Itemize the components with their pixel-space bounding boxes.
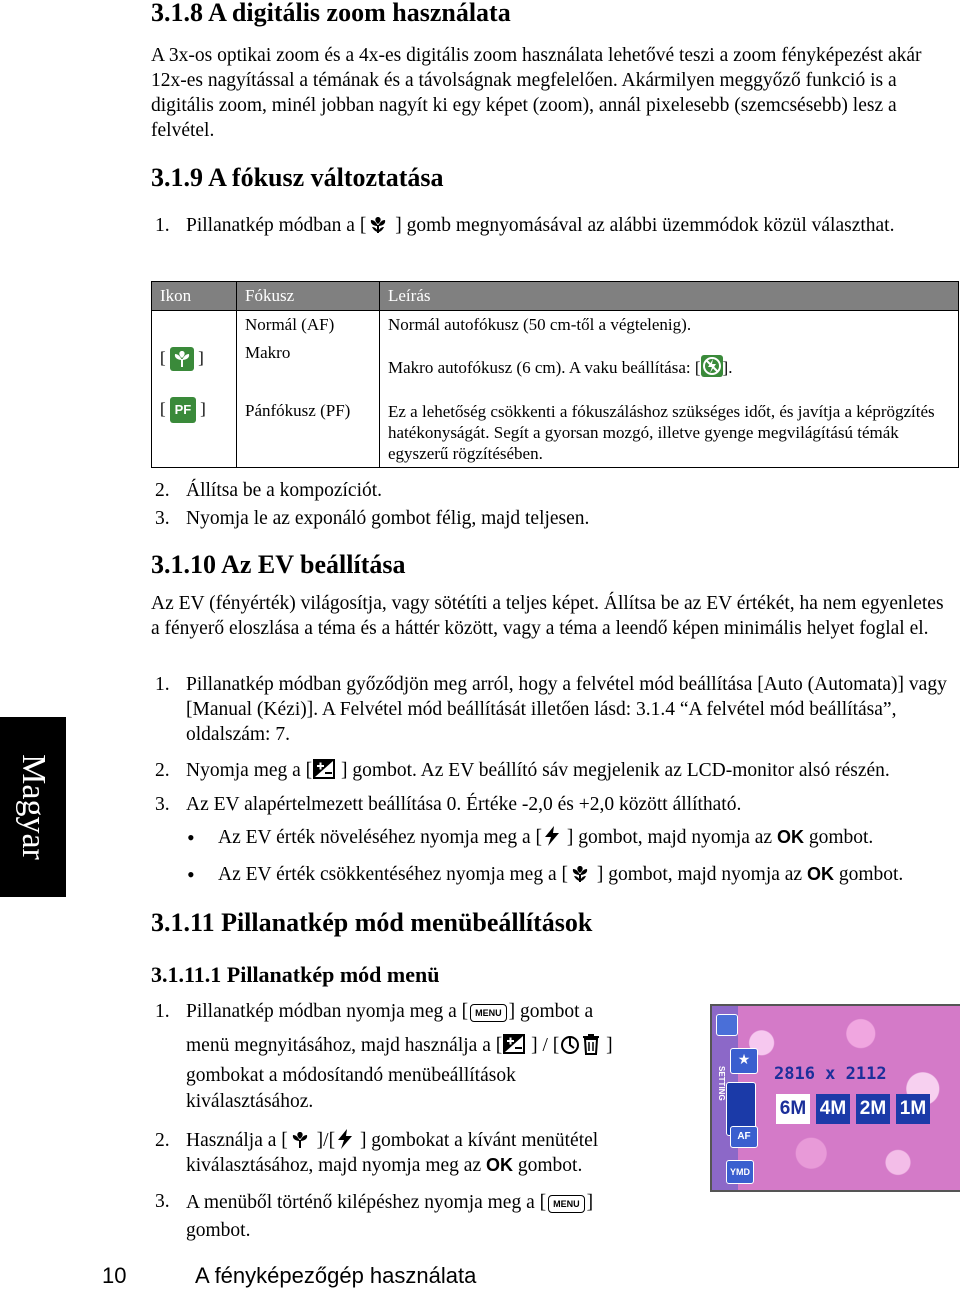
- step-text: Az EV alapértelmezett beállítása 0. Értéke -2,0 és +2,0 között állítható.: [186, 794, 742, 815]
- step-text: ]: [601, 1035, 613, 1056]
- bracket: ]: [200, 398, 206, 418]
- step-text: ] / [: [526, 1035, 560, 1056]
- lcd-size-option: 2M: [856, 1094, 890, 1124]
- step-text: ]/[: [311, 1130, 336, 1151]
- pan-focus-icon: PF: [170, 397, 196, 423]
- step-text: Nyomja meg a [: [186, 760, 313, 781]
- bullet: •: [187, 862, 195, 887]
- step-number: 1.: [155, 1001, 170, 1022]
- bullet-text: ] gombot, majd nyomja az: [591, 864, 807, 885]
- bracket: ]: [198, 347, 204, 367]
- ev-compensation-icon: [312, 758, 336, 780]
- ev-step-2: [151, 758, 960, 783]
- step-text: Használja a [: [186, 1130, 288, 1151]
- step-number: 1.: [155, 674, 170, 695]
- table-header-row: [152, 282, 959, 311]
- step-number: 2.: [155, 760, 170, 781]
- flash-icon: [335, 1128, 355, 1150]
- focus-step-1: [151, 213, 931, 238]
- step-text: A menüből történő kilépéshez nyomja meg a [: [186, 1192, 547, 1213]
- menu-step-2: [151, 1128, 701, 1178]
- step-text: Állítsa be a kompozíciót.: [186, 480, 383, 501]
- bullet-text: gombot.: [833, 864, 904, 885]
- leiras-text: ].: [722, 358, 733, 377]
- lcd-resolution: 2816 x 2112: [774, 1064, 887, 1084]
- leiras-cell: Normál autofókusz (50 cm-től a végtelenig).: [380, 311, 959, 340]
- leiras-text: Makro autofókusz (6 cm). A vaku beállítása: [: [388, 358, 701, 377]
- self-timer-icon: [559, 1033, 581, 1055]
- step-number: 3.: [155, 794, 170, 815]
- macro-flower-icon: [568, 862, 592, 884]
- step-text: ] gombot a: [508, 1001, 594, 1022]
- step-text: ] gombokat a kívánt menütétel: [355, 1130, 599, 1151]
- page-number: 10: [102, 1263, 127, 1288]
- focus-step-2: [151, 478, 931, 503]
- leiras-cell: Ez a lehetőség csökkenti a fókuszáláshoz szükséges időt, és javítja a képrögzítés hatékonyságát. Segít a gyorsan mozgó, illetve gyenge megvilágítású témák egyszerű rögzítésében.: [380, 391, 959, 468]
- bracket: [: [160, 398, 166, 418]
- fokusz-cell: Pánfókusz (PF): [237, 391, 380, 468]
- footer-title: A fényképezőgép használata: [195, 1263, 477, 1288]
- step-number: 2.: [155, 480, 170, 501]
- heading-3110: 3.1.10 Az EV beállítása: [151, 550, 406, 579]
- step-text: Pillanatkép módban nyomja meg a [: [186, 1001, 469, 1022]
- menu-button-icon: MENU: [470, 1004, 507, 1022]
- step-text: gombot.: [186, 1220, 251, 1241]
- lcd-size-option: 4M: [816, 1094, 850, 1124]
- menu-button-icon: MENU: [548, 1195, 585, 1213]
- col-header: Leírás: [380, 282, 959, 311]
- paragraph-318: A 3x-os optikai zoom és a 4x-es digitális zoom használata lehetővé teszi a zoom fényképezést akár 12x-es nagyítással a témának és a távolságnak megfelelően. Akármilyen meggyőző funkció is a digitális zoom, minél jobban nagyít ki egy képet (zoom), annál pixelesebb (szemcsésebb) lesz a felvétel.: [151, 45, 922, 141]
- table-row: [152, 391, 959, 468]
- step-text: Nyomja le az exponáló gombot félig, majd teljesen.: [186, 508, 590, 529]
- language-side-tab: [0, 717, 66, 897]
- step-number: 1.: [155, 215, 170, 236]
- lcd-setting-label: SETTING: [717, 1066, 726, 1101]
- bullet-text: gombot.: [803, 827, 874, 848]
- menu-step-1: [151, 999, 701, 1115]
- table-row: [152, 311, 959, 340]
- ok-label: OK: [776, 827, 804, 847]
- icon-cell: [152, 339, 237, 391]
- step-text: gombokat a módosítandó menübeállítások: [186, 1065, 516, 1086]
- heading-318: 3.1.8 A digitális zoom használata: [151, 0, 511, 27]
- step-text: Pillanatkép módban győződjön meg arról, hogy a felvétel mód beállítása [Auto (Automata)] vagy [Manual (Kézi)]. A Felvétel mód beállítását illetően lásd: 3.1.4 “A felvétel mód beállítása”, oldalszám: 7.: [186, 674, 947, 745]
- lcd-size-option: 6M: [776, 1094, 810, 1124]
- ev-step-1: [151, 672, 951, 747]
- focus-step-3: [151, 506, 931, 531]
- step-text: menü megnyitásához, majd használja a [: [186, 1035, 503, 1056]
- bullet: •: [187, 825, 195, 850]
- table-row: [152, 339, 959, 391]
- lcd-menu-screenshot: [710, 1004, 960, 1192]
- macro-flower-icon: [170, 347, 194, 371]
- bullet-text: ] gombot, majd nyomja az: [561, 827, 777, 848]
- ok-label: OK: [806, 864, 834, 884]
- menu-step-3: [151, 1189, 701, 1245]
- star-icon: ★: [730, 1048, 758, 1074]
- bullet-text: Az EV érték növeléséhez nyomja meg a [: [218, 827, 542, 848]
- side-tab-label: Magyar: [15, 754, 52, 860]
- flash-icon: [542, 825, 562, 847]
- step-text: kiválasztásához, majd nyomja meg az: [186, 1155, 486, 1176]
- macro-flower-icon: [366, 213, 390, 235]
- ev-step-3: [151, 792, 951, 817]
- col-header: Ikon: [152, 282, 237, 311]
- fokusz-cell: Normál (AF): [237, 311, 380, 340]
- flash-off-icon: [701, 355, 723, 377]
- heading-3111: 3.1.11 Pillanatkép mód menübeállítások: [151, 908, 593, 937]
- step-number: 2.: [155, 1130, 170, 1151]
- focus-table: [151, 281, 959, 468]
- step-text: ] gombot. Az EV beállító sáv megjelenik az LCD-monitor alsó részén.: [336, 760, 890, 781]
- icon-cell: [152, 391, 237, 468]
- step-number: 3.: [155, 1191, 170, 1212]
- subheading-31111: 3.1.11.1 Pillanatkép mód menü: [151, 962, 440, 987]
- bracket: [: [160, 347, 166, 367]
- paragraph-3110: Az EV (fényérték) világosítja, vagy sötétíti a teljes képet. Állítsa be az EV értékét, ha nem egyenletes a fényerő eloszlása a téma és a háttér között, vagy a téma a leendő képen minimális helyet foglal el.: [151, 593, 944, 639]
- lcd-scene-icon: [716, 1014, 738, 1036]
- step-text: ] gomb megnyomásával az alábbi üzemmódok közül választhat.: [390, 215, 895, 236]
- macro-flower-icon: [288, 1128, 312, 1150]
- leiras-cell: [380, 339, 959, 391]
- ev-bullet-1: [151, 825, 960, 850]
- step-text: gombot.: [512, 1155, 583, 1176]
- lcd-size-option: 1M: [896, 1094, 930, 1124]
- bullet-text: Az EV érték csökkentéséhez nyomja meg a [: [218, 864, 568, 885]
- ev-bullet-2: [151, 862, 960, 887]
- step-text: Pillanatkép módban a [: [186, 215, 367, 236]
- col-header: Fókusz: [237, 282, 380, 311]
- step-text: ]: [586, 1192, 594, 1213]
- trash-icon: [581, 1033, 601, 1055]
- lcd-af-icon: AF: [730, 1126, 758, 1148]
- step-text: kiválasztásához.: [186, 1091, 314, 1112]
- ok-label: OK: [485, 1155, 513, 1175]
- heading-319: 3.1.9 A fókusz változtatása: [151, 163, 444, 192]
- icon-cell: [152, 311, 237, 340]
- fokusz-cell: Makro: [237, 339, 380, 391]
- ev-compensation-icon: [502, 1033, 526, 1055]
- step-number: 3.: [155, 508, 170, 529]
- lcd-date-icon: YMD: [726, 1160, 754, 1184]
